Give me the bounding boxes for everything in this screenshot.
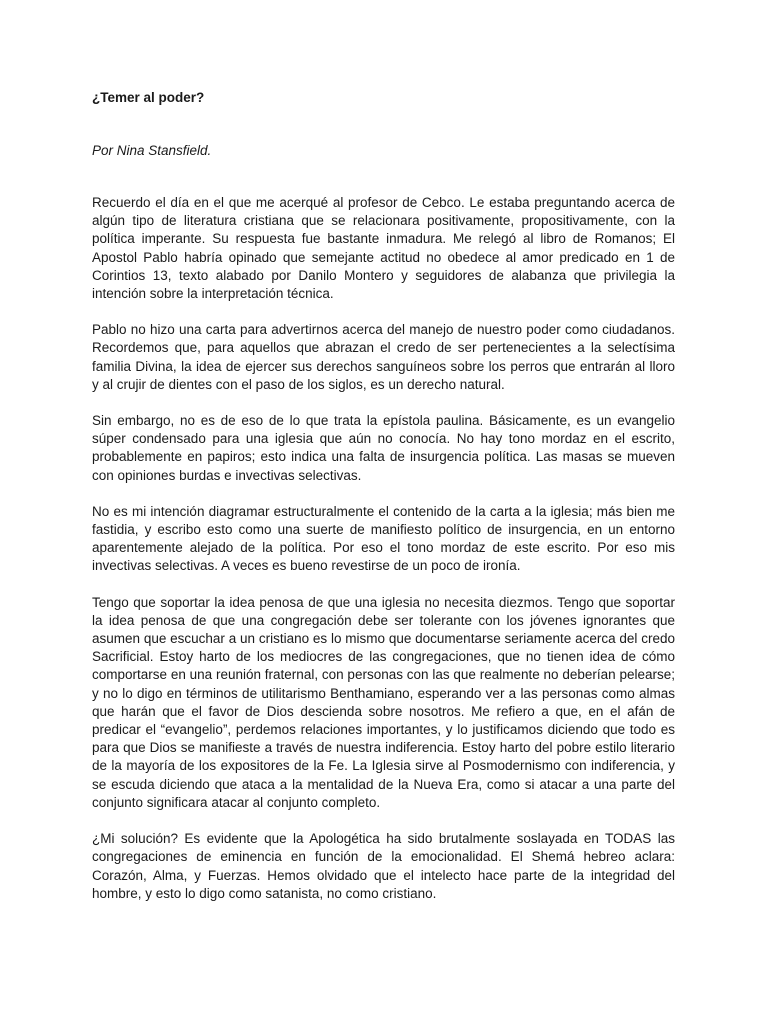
paragraph-6: ¿Mi solución? Es evidente que la Apologética ha sido brutalmente soslayada en TODAS las congregaciones de eminencia en función de la emocionalidad. El Shemá hebreo aclara: Corazón, Alma, y Fuerzas. Hemos olvidado que el intelecto hace parte de la integridad del hombre, y esto lo digo como satanista, no como cristiano. bbox=[92, 831, 675, 901]
article-body bbox=[92, 194, 675, 921]
paragraph-5: Tengo que soportar la idea penosa de que una iglesia no necesita diezmos. Tengo que soportar la idea penosa de que una congregación debe ser tolerante con los jóvenes ignorantes que asumen que escuchar a un cristiano es lo mismo que documentarse seriamente acerca del credo Sacrificial. Estoy harto de los mediocres de las congregaciones, que no tienen idea de cómo comportarse en una reunión fraternal, con personas con las que realmente no deberían pelearse; y no lo digo en términos de utilitarismo Benthamiano, esperando ver a las personas como almas que harán que el favor de Dios descienda sobre nosotros. Me refiero a que, en el afán de predicar el “evangelio”, perdemos relaciones importantes, y lo justificamos diciendo que todo es para que Dios se manifieste a través de nuestra indiferencia. Estoy harto del pobre estilo literario de la mayoría de los expositores de la Fe. La Iglesia sirve al Posmodernismo con indiferencia, y se escuda diciendo que ataca a la mentalidad de la Nueva Era, como si atacar a una parte del conjunto significara atacar al conjunto completo. bbox=[92, 594, 675, 810]
paragraph-3: Sin embargo, no es de eso de lo que trata la epístola paulina. Básicamente, es un evangelio súper condensado para una iglesia que aún no conocía. No hay tono mordaz en el escrito, probablemente en papiros; esto indica una falta de insurgencia política. Las masas se mueven con opiniones burdas e invectivas selectivas. bbox=[92, 413, 675, 483]
paragraph-4: No es mi intención diagramar estructuralmente el contenido de la carta a la iglesia; más bien me fastidia, y escribo esto como una suerte de manifiesto político de insurgencia, en un entorno aparentemente alejado de la política. Por eso el tono mordaz de este escrito. Por eso mis invectivas selectivas. A veces es bueno revestirse de un poco de ironía. bbox=[92, 503, 675, 574]
paragraph-2: Pablo no hizo una carta para advertirnos acerca del manejo de nuestro poder como ciudadanos. Recordemos que, para aquellos que abrazan el credo de ser pertenecientes a la selectísima familia Divina, la idea de ejercer sus derechos sanguíneos sobre los perros que entrarán al lloro y al crujir de dientes con el paso de los siglos, es un derecho natural. bbox=[92, 322, 675, 392]
article-byline: Por Nina Stansfield. bbox=[92, 143, 212, 158]
paragraph-1: Recuerdo el día en el que me acerqué al profesor de Cebco. Le estaba preguntando acerca de algún tipo de literatura cristiana que se relacionara positivamente, propositivamente, con la política imperante. Su respuesta fue bastante inmadura. Me relegó al libro de Romanos; El Apostol Pablo habría opinado que semejante actitud no obedece al amor predicado en 1 de Corintios 13, texto alabado por Danilo Montero y seguidores de alabanza que privilegia la intención sobre la interpretación técnica. bbox=[92, 195, 675, 302]
article-title: ¿Temer al poder? bbox=[92, 90, 205, 105]
